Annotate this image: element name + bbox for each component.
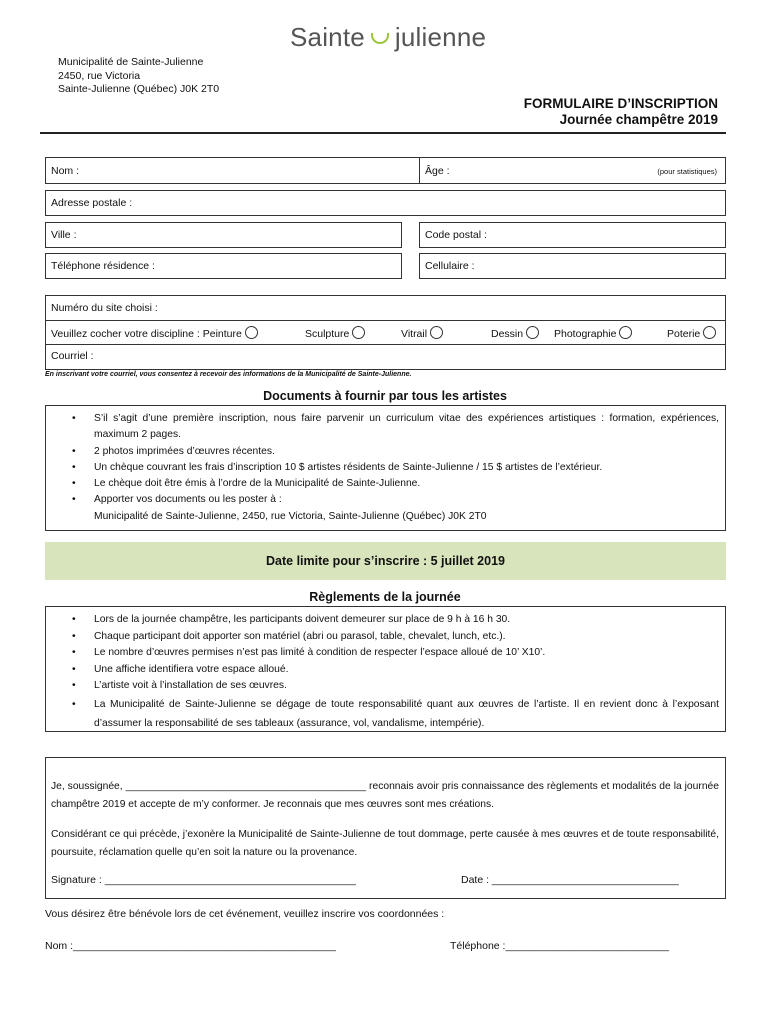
list-item: • Une affiche identifiera votre espace alloué. <box>72 663 289 675</box>
list-item: • L’artiste voit à l’installation de ses œuvres. <box>72 680 287 692</box>
site-field[interactable] <box>46 296 725 321</box>
header-divider <box>40 132 726 134</box>
discipline-prefix: Veuillez cocher votre discipline : Peinture <box>51 326 258 340</box>
logo-text-left: Sainte <box>290 22 365 52</box>
code-postal-label: Code postal : <box>425 229 487 241</box>
discipline-option-label: Sculpture <box>305 328 350 340</box>
adresse-field[interactable] <box>45 190 726 216</box>
municipality-address <box>58 56 219 97</box>
sculpture-radio[interactable] <box>352 326 365 339</box>
list-item: • S’il s’agit d’une première inscription, nous faire parvenir un curriculum vitae des expériences artistiques : formation, expériences, maximum 2 pages. <box>72 413 719 441</box>
title-line-1: FORMULAIRE D’INSCRIPTION <box>523 96 718 111</box>
declaration-paragraph-1: Je, soussignée, __________________________________________ reconnais avoir pris connaissance des règlements et modalités de la journée champêtre 2019 et accepte de m’y conformer. Je reconnais que mes œuvres sont mes créations. <box>51 781 719 810</box>
volunteer-nom-line[interactable]: Nom :_____________________________________________ <box>45 940 336 952</box>
poterie-radio[interactable] <box>703 326 716 339</box>
list-item: • Le nombre d’œuvres permises n’est pas limité à condition de respecter l’espace alloué de 10’ X10’. <box>72 647 546 659</box>
telephone-field[interactable] <box>45 253 402 279</box>
list-item: • 2 photos imprimées d’œuvres récentes. <box>72 445 275 457</box>
logo-smile-icon <box>371 33 389 44</box>
rules-heading: Règlements de la journée <box>309 590 461 604</box>
ville-label: Ville : <box>51 229 77 241</box>
deadline-text: Date limite pour s’inscrire : 5 juillet 2019 <box>266 554 505 568</box>
discipline-option-label: Peinture <box>202 328 242 340</box>
discipline-option <box>491 326 539 340</box>
peinture-radio[interactable] <box>245 326 258 339</box>
site-label: Numéro du site choisi : <box>51 302 158 314</box>
adresse-label: Adresse postale : <box>51 197 133 209</box>
discipline-option <box>554 326 632 340</box>
list-item: • La Municipalité de Sainte-Julienne se dégage de toute responsabilité quant aux œuvres de l’artiste. Il en revient donc à l’exposant d’assumer la responsabilité de ses tableaux (assurance, vol, vandalisme, intempérie). <box>72 698 719 729</box>
documents-heading: Documents à fournir par tous les artistes <box>263 389 507 403</box>
vitrail-radio[interactable] <box>430 326 443 339</box>
list-item: • Lors de la journée champêtre, les participants doivent demeurer sur place de 9 h à 16 h 30. <box>72 614 511 625</box>
discipline-option-label: Photographie <box>554 328 617 340</box>
logo <box>290 22 486 53</box>
discipline-row <box>46 320 725 345</box>
courriel-label: Courriel : <box>51 350 94 362</box>
ville-field[interactable] <box>45 222 402 248</box>
volunteer-telephone-line[interactable]: Téléphone :____________________________ <box>450 940 669 952</box>
documents-box <box>45 405 726 531</box>
list-item: • Un chèque couvrant les frais d’inscription 10 $ artistes résidents de Sainte-Julienne / 15 $ artistes de l’extérieur. <box>72 461 603 473</box>
declaration-box <box>45 757 726 899</box>
consent-note: En inscrivant votre courriel, vous consentez à recevoir des informations de la Municipalité de Sainte-Julienne. <box>45 371 412 378</box>
discipline-option-label: Dessin <box>491 328 524 340</box>
deadline-banner <box>45 542 726 580</box>
code-postal-field[interactable] <box>419 222 726 248</box>
age-label: Âge : <box>425 165 450 177</box>
courriel-field[interactable] <box>46 344 725 369</box>
discipline-option-label: Vitrail <box>401 328 428 340</box>
cellulaire-label: Cellulaire : <box>425 260 475 272</box>
discipline-option <box>401 326 443 340</box>
address-line: Municipalité de Sainte-Julienne <box>58 56 204 68</box>
discipline-option <box>667 326 716 340</box>
title-line-2: Journée champêtre 2019 <box>559 112 718 127</box>
signature-line[interactable]: Signature : ___________________________________________ <box>51 874 356 886</box>
age-note: (pour statistiques) <box>657 167 717 176</box>
list-item: • Chaque participant doit apporter son matériel (abri ou parasol, table, chevalet, lunch, etc.). <box>72 630 506 642</box>
telephone-label: Téléphone résidence : <box>51 260 155 272</box>
discipline-option-label: Poterie <box>667 328 701 340</box>
volunteer-text: Vous désirez être bénévole lors de cet événement, veuillez inscrire vos coordonnées : <box>45 908 445 920</box>
address-line: 2450, rue Victoria <box>58 69 141 82</box>
form-title <box>524 96 718 128</box>
rules-box <box>45 606 726 732</box>
photographie-radio[interactable] <box>619 326 632 339</box>
logo-text-right: julienne <box>394 22 487 52</box>
mail-address: Municipalité de Sainte-Julienne, 2450, rue Victoria, Sainte-Julienne (Québec) J0K 2T0 <box>94 510 487 522</box>
list-item: • Apporter vos documents ou les poster à : <box>72 494 282 506</box>
cellulaire-field[interactable] <box>419 253 726 279</box>
dessin-radio[interactable] <box>526 326 539 339</box>
age-field[interactable] <box>419 157 726 184</box>
date-line[interactable]: Date : ________________________________ <box>461 874 679 886</box>
declaration-paragraph-2: Considérant ce qui précède, j’exonère la Municipalité de Sainte-Julienne de tout dommage, perte causée à mes œuvres et de toute responsabilité, poursuite, réclamation quelle qu’en soit la nature ou la provenance. <box>51 829 719 858</box>
nom-label: Nom : <box>51 165 80 177</box>
site-discipline-group <box>45 295 726 370</box>
discipline-option <box>305 326 365 340</box>
address-line: Sainte-Julienne (Québec) J0K 2T0 <box>58 83 220 95</box>
nom-field[interactable] <box>45 157 420 184</box>
list-item: • Le chèque doit être émis à l’ordre de la Municipalité de Sainte-Julienne. <box>72 478 421 490</box>
